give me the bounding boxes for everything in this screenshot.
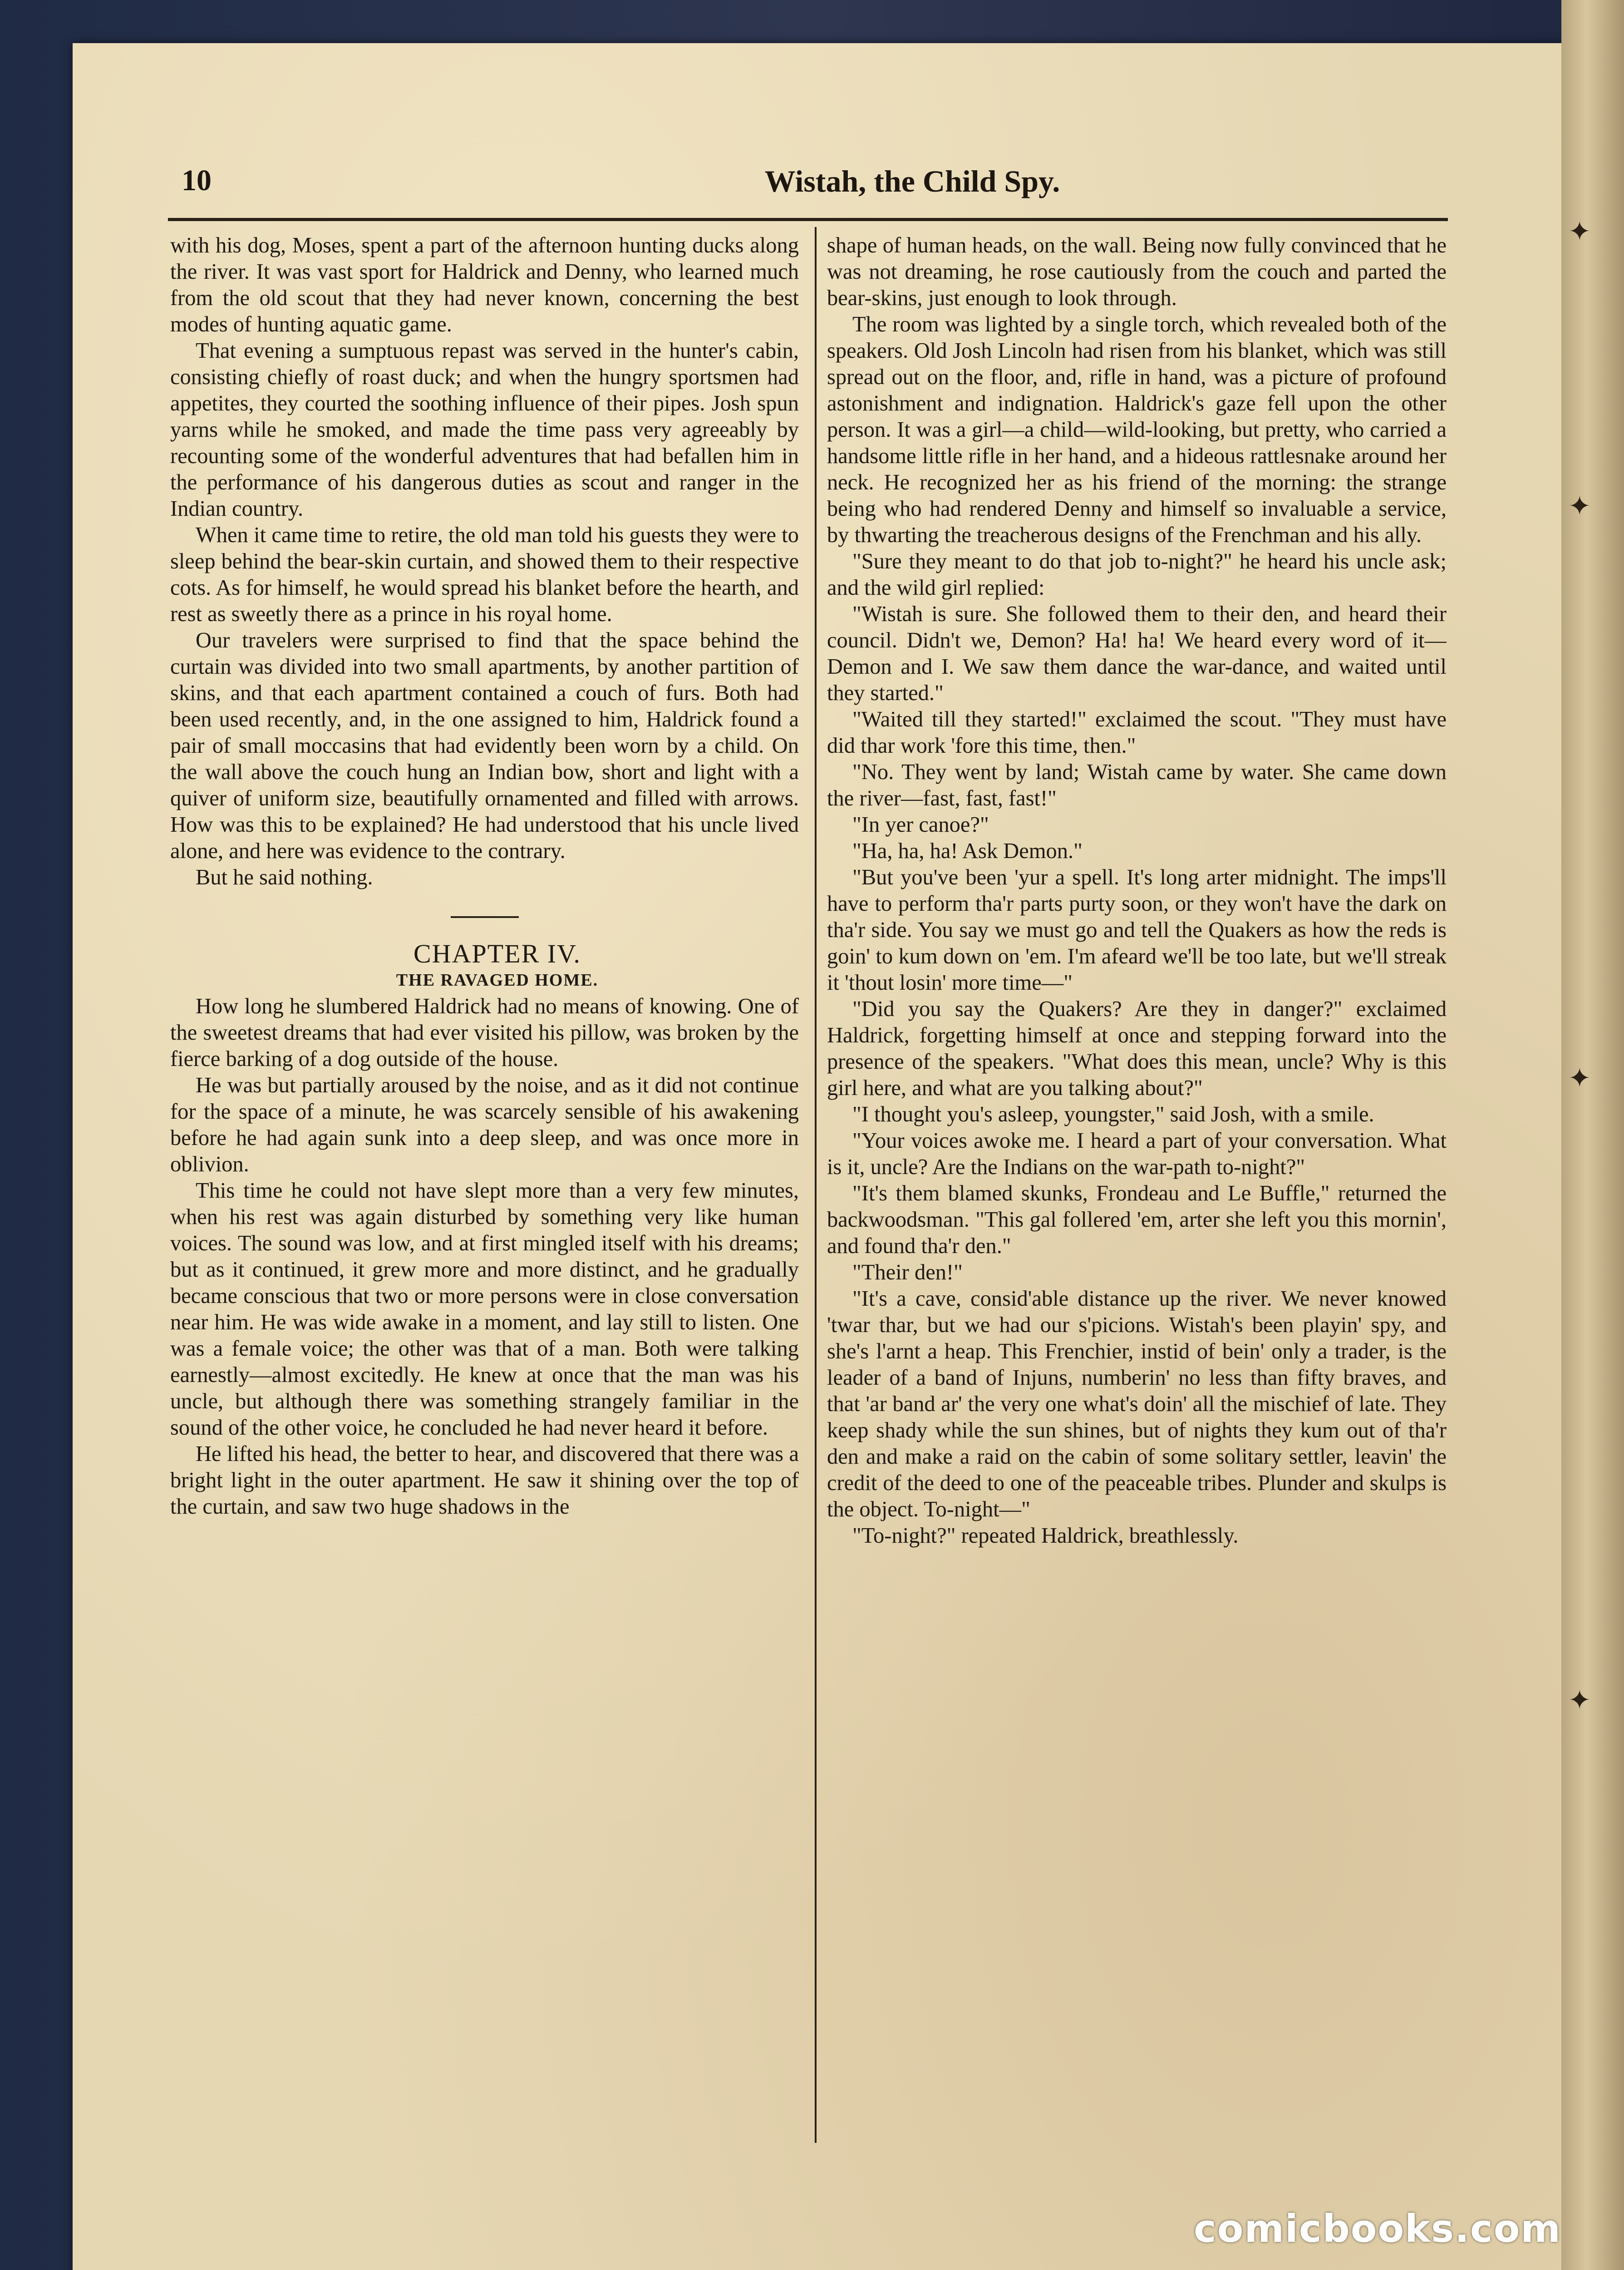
page-header <box>182 163 1448 213</box>
paragraph: "Waited till they started!" exclaimed the scout. "They must have did thar work 'fore this time, then." <box>827 707 1447 758</box>
paragraph: "It's them blamed skunks, Frondeau and Le Buffle," returned the backwoodsman. "This gal follered 'em, arter she left you this mornin', and found tha'r den." <box>827 1181 1447 1258</box>
staple-mark-icon: ✦ <box>1568 1062 1591 1094</box>
paragraph: He was but partially aroused by the noise, and as it did not continue for the space of a minute, he was scarcely sensible of his awakening before he had again sunk into a deep sleep, and was once more in oblivion. <box>170 1073 799 1176</box>
paragraph: This time he could not have slept more than a very few minutes, when his rest was again disturbed by something very like human voices. The sound was low, and at first mingled itself with his dreams; but as it continued, it grew more and more distinct, and he gradually became conscious that two or more persons were in close conversation near him. He was wide awake in a moment, and lay still to listen. One was a female voice; the other was that of a man. Both were talking earnestly—almost excitedly. He knew at once that the man was his uncle, but although there was something strangely familiar in the sound of the other voice, he concluded he had never heard it before. <box>170 1179 799 1440</box>
paragraph: "Wistah is sure. She followed them to their den, and heard their council. Didn't we, Demon? Ha! ha! We heard every word of it—Demon and I. We saw them dance the war-dance, and waited until they started." <box>827 602 1447 705</box>
paragraph: "Their den!" <box>852 1260 963 1284</box>
paragraph: "Sure they meant to do that job to-night?" he heard his uncle ask; and the wild girl replied: <box>827 549 1447 600</box>
chapter-title: CHAPTER IV. <box>413 939 581 968</box>
paragraph: "I thought you's asleep, youngster," said Josh, with a smile. <box>852 1102 1374 1126</box>
paragraph: "Did you say the Quakers? Are they in danger?" exclaimed Haldrick, forgetting himself at once and stepping forward into the presence of the speakers. "What does this mean, uncle? Why is this girl here, and what are you talking about?" <box>827 997 1447 1100</box>
paragraph: with his dog, Moses, spent a part of the afternoon hunting ducks along the river. It was vast sport for Haldrick and Denny, who learned much from the old scout that they had never known, concerning the best modes of hunting aquatic game. <box>170 233 799 336</box>
paragraph: "In yer canoe?" <box>852 813 989 837</box>
right-column <box>827 232 1447 2130</box>
paragraph: shape of human heads, on the wall. Being now fully convinced that he was not dreaming, he rose cautiously from the couch and parted the bear-skins, just enough to look through. <box>827 233 1447 310</box>
page-number: 10 <box>182 164 212 197</box>
paragraph: "Ha, ha, ha! Ask Demon." <box>852 839 1083 863</box>
paragraph: "To-night?" repeated Haldrick, breathlessly. <box>852 1524 1239 1548</box>
page-binding-edge <box>1561 0 1624 2270</box>
column-divider <box>815 227 817 2143</box>
paragraph: The room was lighted by a single torch, which revealed both of the speakers. Old Josh Lincoln had risen from his blanket, which was still spread out on the floor, and, rifle in hand, was a picture of profound astonishment and indignation. Haldrick's gaze fell upon the other person. It was a girl—a child—wild-looking, but pretty, who carried a handsome little rifle in her hand, and a hideous rattlesnake around her neck. He recognized her as his friend of the morning: the strange being who had rendered Denny and himself so invaluable a service, by thwarting the treacherous designs of the Frenchman and his ally. <box>827 312 1447 547</box>
paragraph: But he said nothing. <box>196 865 373 889</box>
staple-mark-icon: ✦ <box>1568 1684 1591 1716</box>
running-title: Wistah, the Child Spy. <box>764 164 1060 198</box>
chapter-subtitle: THE RAVAGED HOME. <box>396 971 599 990</box>
header-rule <box>168 218 1448 221</box>
paragraph: "But you've been 'yur a spell. It's long arter midnight. The imps'll have to perform tha'r parts purty soon, or they won't have the dark on tha'r side. You say we must go and tell the Quakers as how the reds is goin' to kum down on 'em. I'm afeard we'll be too late, but we'll streak it 'thout losin' more time—" <box>827 865 1447 995</box>
paragraph: When it came time to retire, the old man told his guests they were to sleep behind the bear-skin curtain, and showed them to their respective cots. As for himself, he would spread his blanket before the hearth, and rest as sweetly there as a prince in his royal home. <box>170 523 799 626</box>
chapter-separator <box>451 916 519 918</box>
watermark: comicbooks.com <box>1194 2206 1561 2251</box>
paragraph: "Your voices awoke me. I heard a part of your conversation. What is it, uncle? Are the Indians on the war-path to-night?" <box>827 1129 1447 1179</box>
paragraph: That evening a sumptuous repast was served in the hunter's cabin, consisting chiefly of roast duck; and when the hungry sportsmen had appetites, they courted the soothing influence of their pipes. Josh spun yarns while he smoked, and made the time pass very agreeably by recounting some of the wonderful adventures that had befallen him in the performance of his dangerous duties as scout and ranger in the Indian country. <box>170 339 799 521</box>
paragraph: "No. They went by land; Wistah came by water. She came down the river—fast, fast, fast!" <box>827 760 1447 810</box>
paragraph: He lifted his head, the better to hear, and discovered that there was a bright light in the outer apartment. He saw it shining over the top of the curtain, and saw two huge shadows in the <box>170 1442 799 1519</box>
staple-mark-icon: ✦ <box>1568 216 1591 247</box>
staple-mark-icon: ✦ <box>1568 490 1591 522</box>
paragraph: Our travelers were surprised to find that the space behind the curtain was divided into two small apartments, by another partition of skins, and that each apartment contained a couch of furs. Both had been used recently, and, in the one assigned to him, Haldrick found a pair of small moccasins that had evidently been worn by a child. On the wall above the couch hung an Indian bow, short and light with a quiver of uniform size, beautifully ornamented and filled with arrows. How was this to be explained? He had understood that his uncle lived alone, and here was evidence to the contrary. <box>170 628 799 863</box>
paragraph: "It's a cave, consid'able distance up the river. We never knowed 'twar thar, but we had our s'picions. Wistah's been playin' spy, and she's l'arnt a heap. This Frenchier, instid of bein' only a trader, is the leader of a band of Injuns, numberin' no less than fifty braves, and that 'ar band ar' the very one what's doin' all the mischief of late. They keep shady while the sun shines, but of nights they kum out of tha'r den and make a raid on the cabin of some solitary settler, leavin' the credit of the deed to one of the peaceable tribes. Plunder and skulps is the object. To-night—" <box>827 1287 1447 1521</box>
paragraph: How long he slumbered Haldrick had no means of knowing. One of the sweetest dreams that had ever visited his pillow, was broken by the fierce barking of a dog outside of the house. <box>170 994 799 1071</box>
left-column <box>170 232 799 2130</box>
